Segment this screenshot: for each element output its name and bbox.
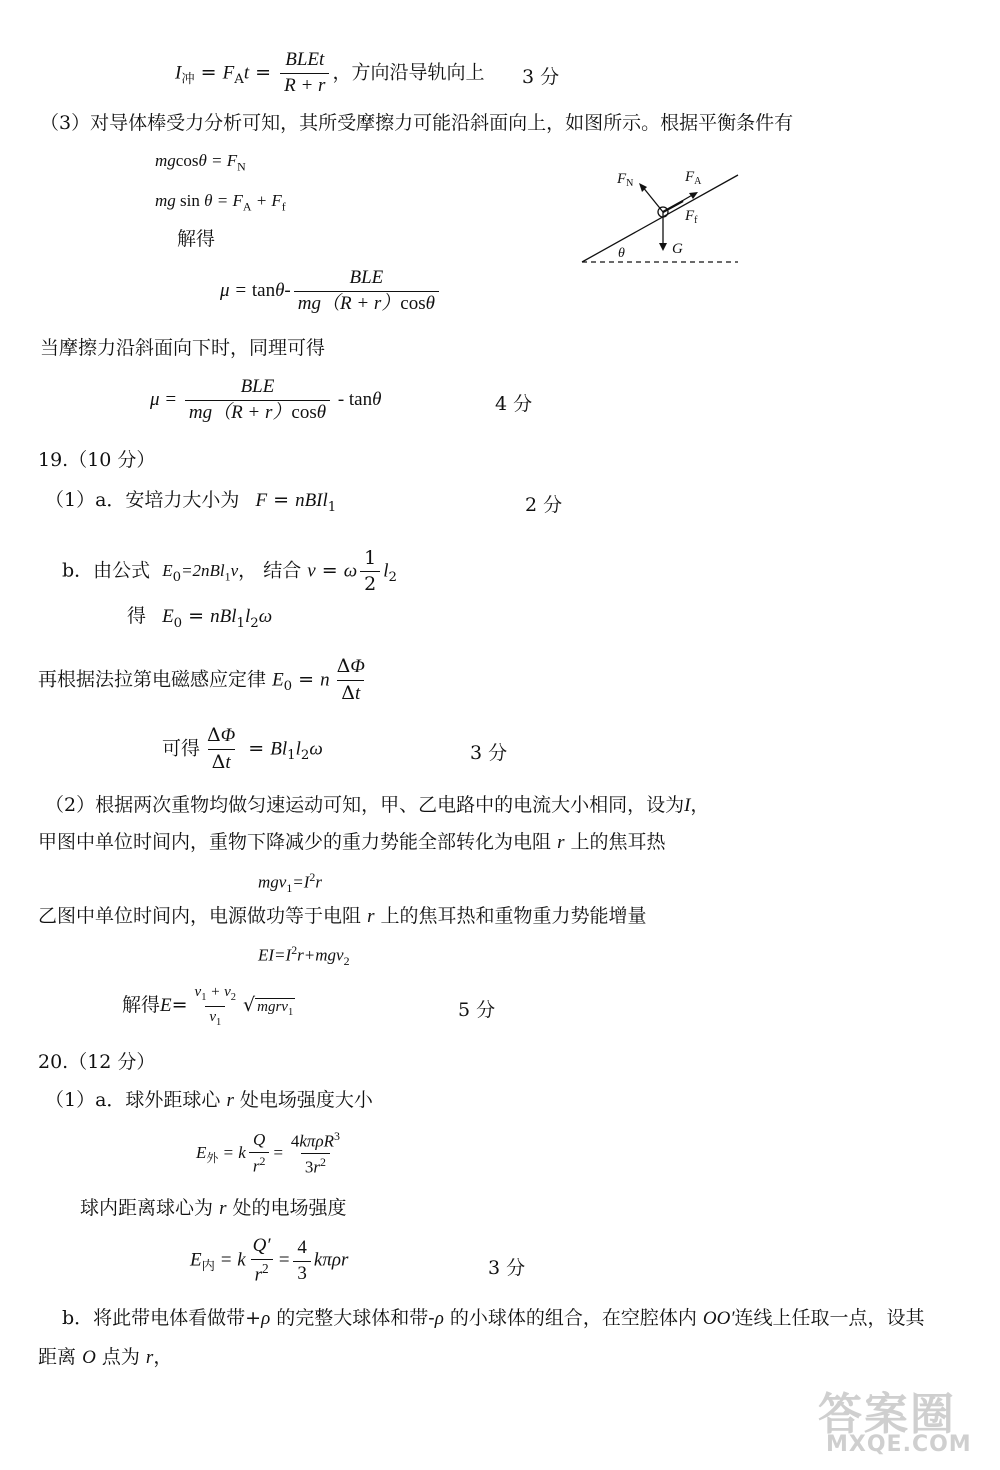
q19-p2-line2b: 上的焦耳热 bbox=[570, 831, 666, 853]
q20-rho-1: ρ bbox=[261, 1308, 271, 1329]
fa-sub: A bbox=[694, 176, 702, 187]
impulse-direction: ，方向沿导轨向上 bbox=[332, 61, 485, 84]
mu-up-equation: μ = tanθ- $\frac{\text{BLE}}{mg(R + r)\cos\theta}$ bbox=[220, 268, 442, 315]
fn-label: F bbox=[617, 171, 627, 187]
q20-b-line2: 距离 O 点为 r， bbox=[38, 1346, 173, 1368]
svg-text:FN bbox=[616, 171, 633, 189]
gravity-label: G bbox=[672, 241, 683, 257]
q20-p1a-text-b: 处电场强度大小 bbox=[239, 1089, 373, 1111]
solve-label-1: 解得 bbox=[177, 228, 216, 250]
normal-force-arrow bbox=[642, 186, 663, 212]
q20-score: 3 分 bbox=[488, 1257, 526, 1279]
q19-p2-line1-end: ， bbox=[690, 794, 710, 816]
svg-text:Ff bbox=[684, 208, 698, 226]
q19-p2-line3b: 上的焦耳热和重物重力势能增量 bbox=[380, 905, 647, 927]
q20-inner-text-b: 处的电场强度 bbox=[232, 1197, 347, 1219]
q20-field-inside-eq: $E_内 = k$ $\frac{Q'}{r^2}$ = $\frac{4}{3}$ kπρr bbox=[190, 1235, 349, 1286]
q20-o-point: O bbox=[82, 1347, 96, 1368]
q19-p1b-lead: b．由公式 bbox=[62, 559, 151, 582]
q19-energy-eq-2: $EI=I^2r+mgv_2$ bbox=[258, 943, 350, 969]
q19-p2-line3 bbox=[38, 906, 647, 928]
q20-b-line1d: 连线上任取一点，设其 bbox=[734, 1307, 925, 1329]
fn-sub: N bbox=[626, 178, 634, 189]
q20-oo-line: OO′ bbox=[702, 1308, 735, 1329]
q19-header: 19.（10 分） bbox=[38, 449, 156, 471]
q19-p1a-score: 2 分 bbox=[525, 494, 563, 516]
q19-kede-label: 可得 bbox=[162, 737, 201, 760]
q19-p2-score: 5 分 bbox=[458, 999, 496, 1021]
q19-p1a-text: （1）a．安培力大小为 bbox=[45, 489, 240, 511]
svg-text:FA bbox=[684, 169, 702, 187]
ff-label: F bbox=[685, 208, 695, 224]
ff-sub: f bbox=[694, 215, 698, 226]
q19-p2-line2a: 甲图中单位时间内，重物下降减少的重力势能全部转化为电阻 bbox=[38, 831, 552, 853]
watermark-url: MXQE.COM bbox=[826, 1432, 972, 1457]
friction-force-arrow bbox=[663, 201, 683, 212]
q19-r-symbol-1: r bbox=[557, 832, 565, 853]
q20-header: 20.（12 分） bbox=[38, 1051, 156, 1073]
q20-b-line1b: 的完整大球体和带- bbox=[276, 1307, 435, 1329]
theta-label: θ bbox=[618, 246, 625, 261]
q19-flux-rate: 可得 $\frac{\Delta\Phi}{\Delta t}$ = $Bl_1l_2\omega$ bbox=[162, 724, 323, 773]
q20-b-line2a: 距离 bbox=[38, 1346, 77, 1368]
watermark-logo: 答案圈 bbox=[818, 1389, 956, 1440]
q20-rho-2: ρ bbox=[434, 1308, 444, 1329]
q19-p2-line1-text: （2）根据两次重物均做匀速运动可知，甲、乙电路中的电流大小相同，设为 bbox=[45, 794, 685, 816]
mu-score: 4 分 bbox=[495, 393, 533, 415]
mu-down-equation: μ = $\frac{\text{BLE}}{mg(R + r)\cos\theta}$ - tanθ bbox=[150, 376, 382, 423]
q20-p1a-line: （1）a．球外距球心 r 处电场强度大小 bbox=[45, 1089, 373, 1111]
friction-down-text: 当摩擦力沿斜面向下时，同理可得 bbox=[40, 337, 326, 359]
q19-r-symbol-2: r bbox=[367, 906, 375, 927]
q20-b-line1 bbox=[62, 1308, 925, 1330]
incline-surface bbox=[582, 175, 738, 262]
q19-ampere-force: （1）a．安培力大小为 F = nBIl$_1$ bbox=[45, 489, 337, 515]
q19-faraday-text: 再根据法拉第电磁感应定律 bbox=[38, 668, 267, 691]
q19-p1b-score: 3 分 bbox=[470, 742, 508, 764]
impulse-equation: $I_冲 = F_At$ = $\frac{\text{BLEt}}{R + r}$ ，方向沿导轨向上 bbox=[175, 49, 485, 96]
q19-p1b-mid: ， 结合 bbox=[238, 559, 302, 582]
q19-solve-label: 解得 bbox=[122, 994, 161, 1017]
q20-inner-text-a: 球内距离球心为 bbox=[80, 1197, 214, 1219]
q20-b-line2b: 点为 bbox=[101, 1346, 140, 1368]
q19-current-symbol: I bbox=[684, 795, 691, 816]
impulse-score: 3 分 bbox=[522, 66, 560, 88]
q19-emf-result: 解得E= $\frac{v_1 + v_2}{v_1}$ √ mgrv$_1$ bbox=[122, 984, 294, 1028]
fa-label: F bbox=[685, 169, 695, 185]
q19-p2-line2 bbox=[38, 832, 666, 854]
q20-inner-line: 球内距离球心为 r 处的电场强度 bbox=[80, 1197, 347, 1219]
q19-p2-line1 bbox=[45, 795, 709, 817]
q20-b-line1c: 的小球体的组合，在空腔体内 bbox=[449, 1307, 697, 1329]
q20-field-outside-eq: $E_外 = k$ $\frac{Q}{r^2}$ = $\frac{4k\pi\rho R^3}{3r^2}$ bbox=[196, 1129, 340, 1177]
q20-p1a-text-a: （1）a．球外距球心 bbox=[45, 1089, 221, 1111]
q19-p2-line3a: 乙图中单位时间内，电源做功等于电阻 bbox=[38, 905, 362, 927]
q19-heat-eq-1: $mgv_1=I^2r$ bbox=[258, 870, 322, 896]
q20-b-line1a: b．将此带电体看做带+ bbox=[62, 1307, 262, 1329]
q19-de-label: 得 bbox=[127, 605, 147, 627]
q19-de-result: 得 $E_0 = nBl_1l_2\omega$ bbox=[127, 605, 273, 631]
incline-force-diagram bbox=[575, 150, 755, 280]
incline-balance-eq: mg $\sin \theta = F_A + F_f$ bbox=[155, 191, 286, 214]
q19-emf-formula: b．由公式 $E_0=2nBl_1v$， 结合 v = ω $\frac{1}{2}$ $l_2$ bbox=[62, 547, 397, 595]
normal-balance-eq: $mgcos\theta = F_N$ bbox=[155, 151, 246, 174]
q20-b-line2c: ， bbox=[153, 1346, 173, 1368]
force-analysis-intro: （3）对导体棒受力分析可知，其所受摩擦力可能沿斜面向上，如图所示。根据平衡条件有 bbox=[40, 112, 794, 134]
q19-faraday-law: 再根据法拉第电磁感应定律 $E_0 = n$ $\frac{\Delta\Phi}{\Delta t}$ bbox=[38, 655, 365, 704]
